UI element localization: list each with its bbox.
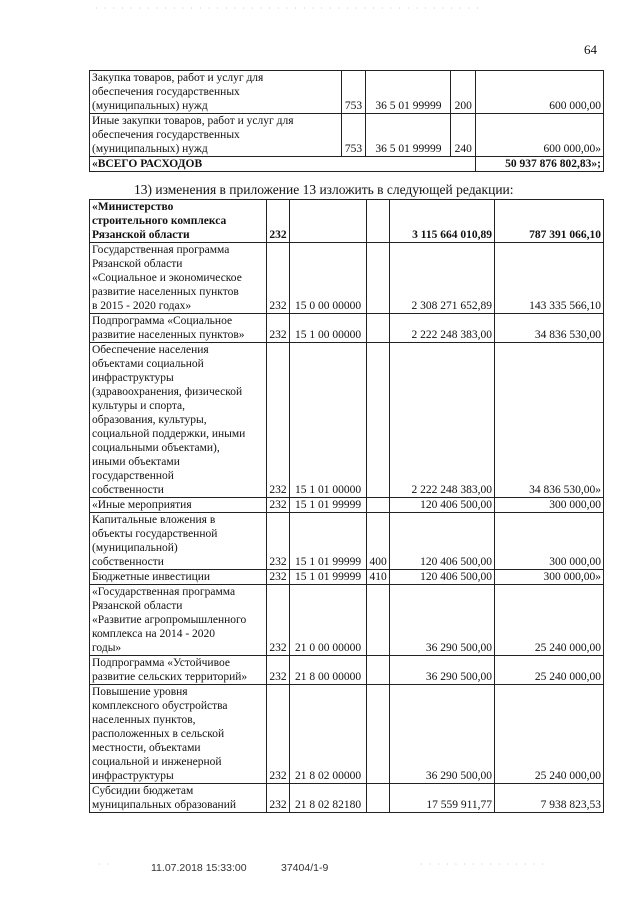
table-row [90,498,604,513]
row-ved-code: 753 [341,71,366,114]
row-name: Капитальные вложения в объекты государственной (муниципальной) собственности [90,513,267,570]
row-sum-2018: 17 559 911,77 [389,784,494,813]
row-sum-2018: 36 290 500,00 [389,585,494,656]
table-row [90,343,604,498]
row-name: «Государственная программа Рязанской области «Развитие агропромышленного комплекса на 2014 - 2020 годы» [90,585,267,656]
row-sum-2018: 120 406 500,00 [389,513,494,570]
row-vr-code [367,243,389,314]
budget-table-appendix-13 [89,199,604,813]
row-sum-2019: 25 240 000,00 [495,656,604,685]
row-csr-code: 21 8 00 00000 [289,656,367,685]
total-label: «ВСЕГО РАСХОДОВ [90,157,476,172]
row-sum-2019: 300 000,00 [495,513,604,570]
row-vr-code [367,343,389,498]
row-vr-code [367,585,389,656]
footer-datetime: 11.07.2018 15:33:00 [151,862,247,874]
row-sum-2019: 300 000,00» [495,570,604,585]
row-ved-code: 232 [267,243,289,314]
row-sum-2018: 2 222 248 383,00 [389,343,494,498]
row-sum: 600 000,00 [476,71,604,114]
row-vr-code [367,200,389,243]
row-csr-code: 21 8 02 00000 [289,685,367,784]
row-vr-code [367,314,389,343]
row-sum-2019: 34 836 530,00» [495,343,604,498]
row-ved-code: 232 [267,513,289,570]
row-vr-code: 400 [367,513,389,570]
table-row [90,784,604,813]
row-csr-code: 21 0 00 00000 [289,585,367,656]
row-vr-code [367,685,389,784]
row-csr-code: 15 1 01 99999 [289,498,367,513]
table-row [90,314,604,343]
row-name: Повышение уровня комплексного обустройства населенных пунктов, расположенных в сельской местности, объектами социальной и инженерной инфраструктуры [90,685,267,784]
row-ved-code: 232 [267,784,289,813]
row-sum-2019: 143 335 566,10 [495,243,604,314]
row-name: Подпрограмма «Устойчивое развитие сельских территорий» [90,656,267,685]
table-row [90,656,604,685]
table-row [90,71,604,114]
row-csr-code: 15 1 01 99999 [289,513,367,570]
row-name: Обеспечение населения объектами социальной инфраструктуры (здравоохранения, физической культуры и спорта, образования, культуры, социальной поддержки, иными социальными объектами), иными объектами государственной собственности [90,343,267,498]
scan-noise: · · · · · · · · · · · · · · · · · · · · · · · · · · · · · · · · · · · · · · · · · · · · · [95,4,481,13]
row-ved-code: 232 [267,200,289,243]
row-ved-code: 232 [267,656,289,685]
row-sum-2019: 25 240 000,00 [495,685,604,784]
total-sum: 50 937 876 802,83»; [476,157,604,172]
section-heading: 13) изменения в приложение 13 изложить в следующей редакции: [134,182,514,197]
row-vr-code: 240 [451,114,476,157]
row-ved-code: 232 [267,585,289,656]
row-ved-code: 232 [267,685,289,784]
budget-table-top [89,70,604,172]
row-sum-2019: 7 938 823,53 [495,784,604,813]
row-sum-2018: 120 406 500,00 [389,498,494,513]
row-sum-2019: 300 000,00 [495,498,604,513]
table-row [90,585,604,656]
row-sum-2018: 3 115 664 010,89 [389,200,494,243]
row-ved-code: 232 [267,314,289,343]
row-csr-code: 15 1 01 00000 [289,343,367,498]
row-csr-code: 15 1 01 99999 [289,570,367,585]
row-vr-code: 410 [367,570,389,585]
row-name: «Иные мероприятия [90,498,267,513]
row-sum-2018: 36 290 500,00 [389,685,494,784]
row-csr-code: 36 5 01 99999 [366,71,451,114]
row-csr-code: 21 8 02 82180 [289,784,367,813]
row-vr-code [367,784,389,813]
table-row [90,114,604,157]
row-csr-code [289,200,367,243]
row-sum-2019: 25 240 000,00 [495,585,604,656]
row-name: Закупка товаров, работ и услуг для обеспечения государственных (муниципальных) нужд [90,71,342,114]
row-ved-code: 232 [267,570,289,585]
row-name: Подпрограмма «Социальное развитие населенных пунктов» [90,314,267,343]
row-vr-code [367,656,389,685]
row-csr-code: 15 1 00 00000 [289,314,367,343]
table-row [90,570,604,585]
footer-doc-id: 37404/1-9 [281,862,329,874]
row-csr-code: 36 5 01 99999 [366,114,451,157]
row-sum-2019: 787 391 066,10 [495,200,604,243]
row-name: Бюджетные инвестиции [90,570,267,585]
row-sum-2019: 34 836 530,00 [495,314,604,343]
scan-noise: · · [98,860,112,869]
row-sum-2018: 2 222 248 383,00 [389,314,494,343]
row-ved-code: 753 [341,114,366,157]
row-vr-code [367,498,389,513]
page-number: 64 [584,42,597,57]
row-name: Иные закупки товаров, работ и услуг для обеспечения государственных (муниципальных) нужд [90,114,342,157]
row-sum-2018: 36 290 500,00 [389,656,494,685]
row-ved-code: 232 [267,343,289,498]
total-row [90,157,604,172]
row-name: «Министерство строительного комплекса Рязанской области [90,200,267,243]
row-sum-2018: 120 406 500,00 [389,570,494,585]
scan-noise: · · · · · · · · · · · · · · · [420,860,546,869]
row-name: Субсидии бюджетам муниципальных образований [90,784,267,813]
row-name: Государственная программа Рязанской области «Социальное и экономическое развитие населенных пунктов в 2015 - 2020 годах» [90,243,267,314]
row-sum-2018: 2 308 271 652,89 [389,243,494,314]
row-vr-code: 200 [451,71,476,114]
table-row [90,513,604,570]
table-row [90,200,604,243]
table-row [90,243,604,314]
table-row [90,685,604,784]
row-ved-code: 232 [267,498,289,513]
row-csr-code: 15 0 00 00000 [289,243,367,314]
row-sum: 600 000,00» [476,114,604,157]
